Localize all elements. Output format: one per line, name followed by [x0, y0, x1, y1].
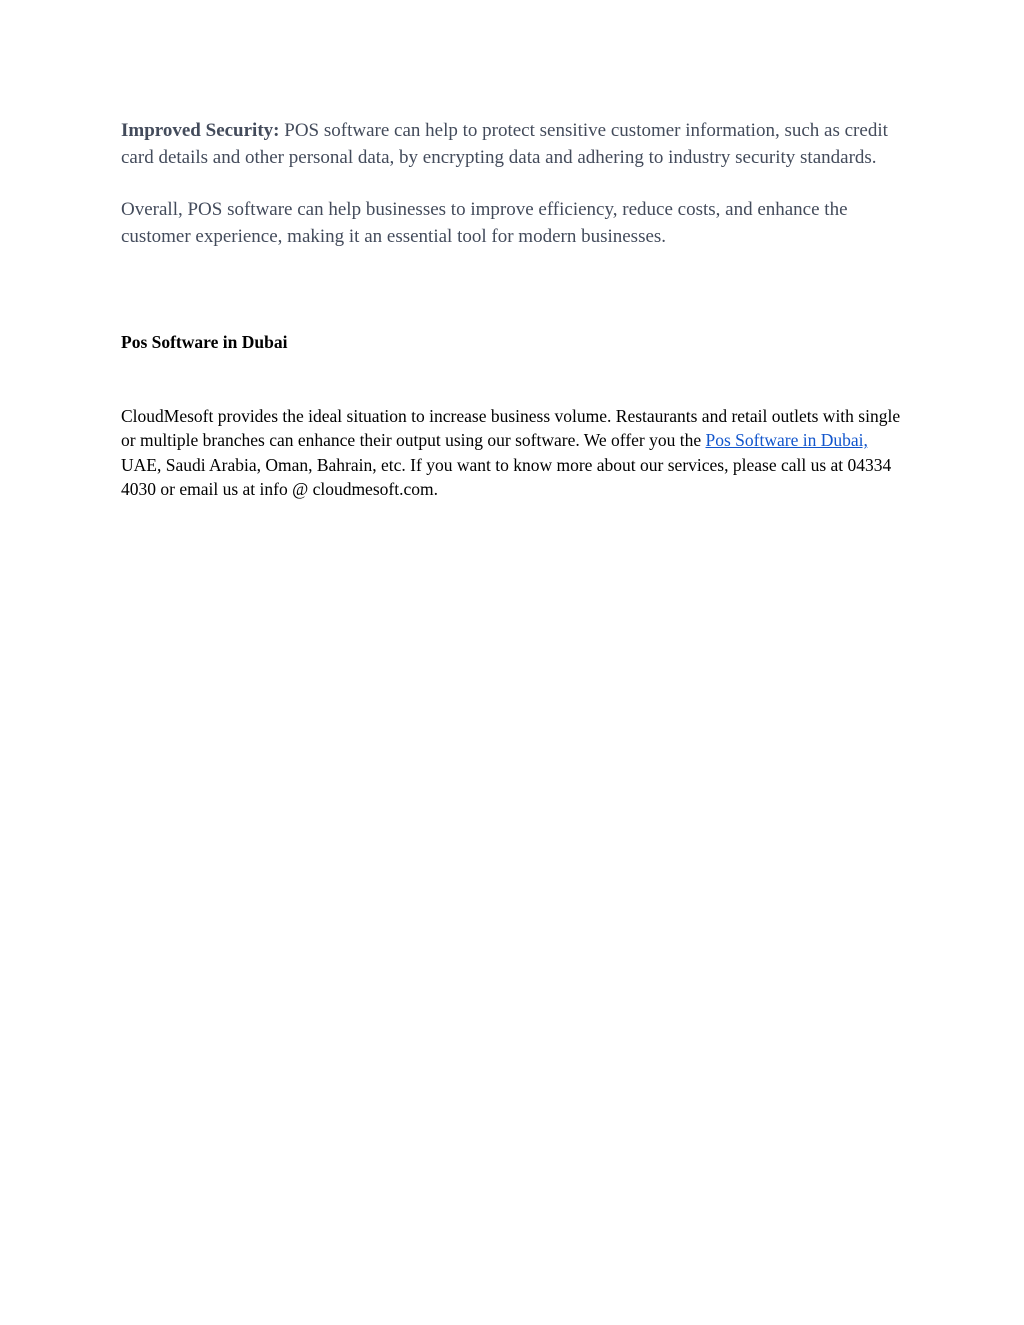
pos-software-dubai-link[interactable]: Pos Software in Dubai,	[705, 430, 868, 451]
section-heading: Pos Software in Dubai	[121, 332, 288, 352]
section-text-before-link: CloudMesoft provides the ideal situation to increase business volume. Restaurants and retail outlets with single or multiple branches can enhance their output using our software. We offer you the	[121, 406, 901, 451]
security-label: Improved Security:	[121, 120, 280, 141]
security-text: POS software can help to protect sensitive customer information, such as credit card details and other personal data, by encrypting data and adhering to industry security standards.	[121, 120, 888, 168]
security-paragraph	[121, 118, 906, 171]
overall-paragraph: Overall, POS software can help businesses to improve efficiency, reduce costs, and enhance the customer experience, making it an essential tool for modern businesses.	[121, 199, 848, 247]
section-text-after-link: UAE, Saudi Arabia, Oman, Bahrain, etc. If you want to know more about our services, please call us at 04334 4030 or email us at info @ cloudmesoft.com.	[121, 454, 892, 499]
section-paragraph	[121, 404, 906, 501]
intro-content	[121, 118, 906, 250]
